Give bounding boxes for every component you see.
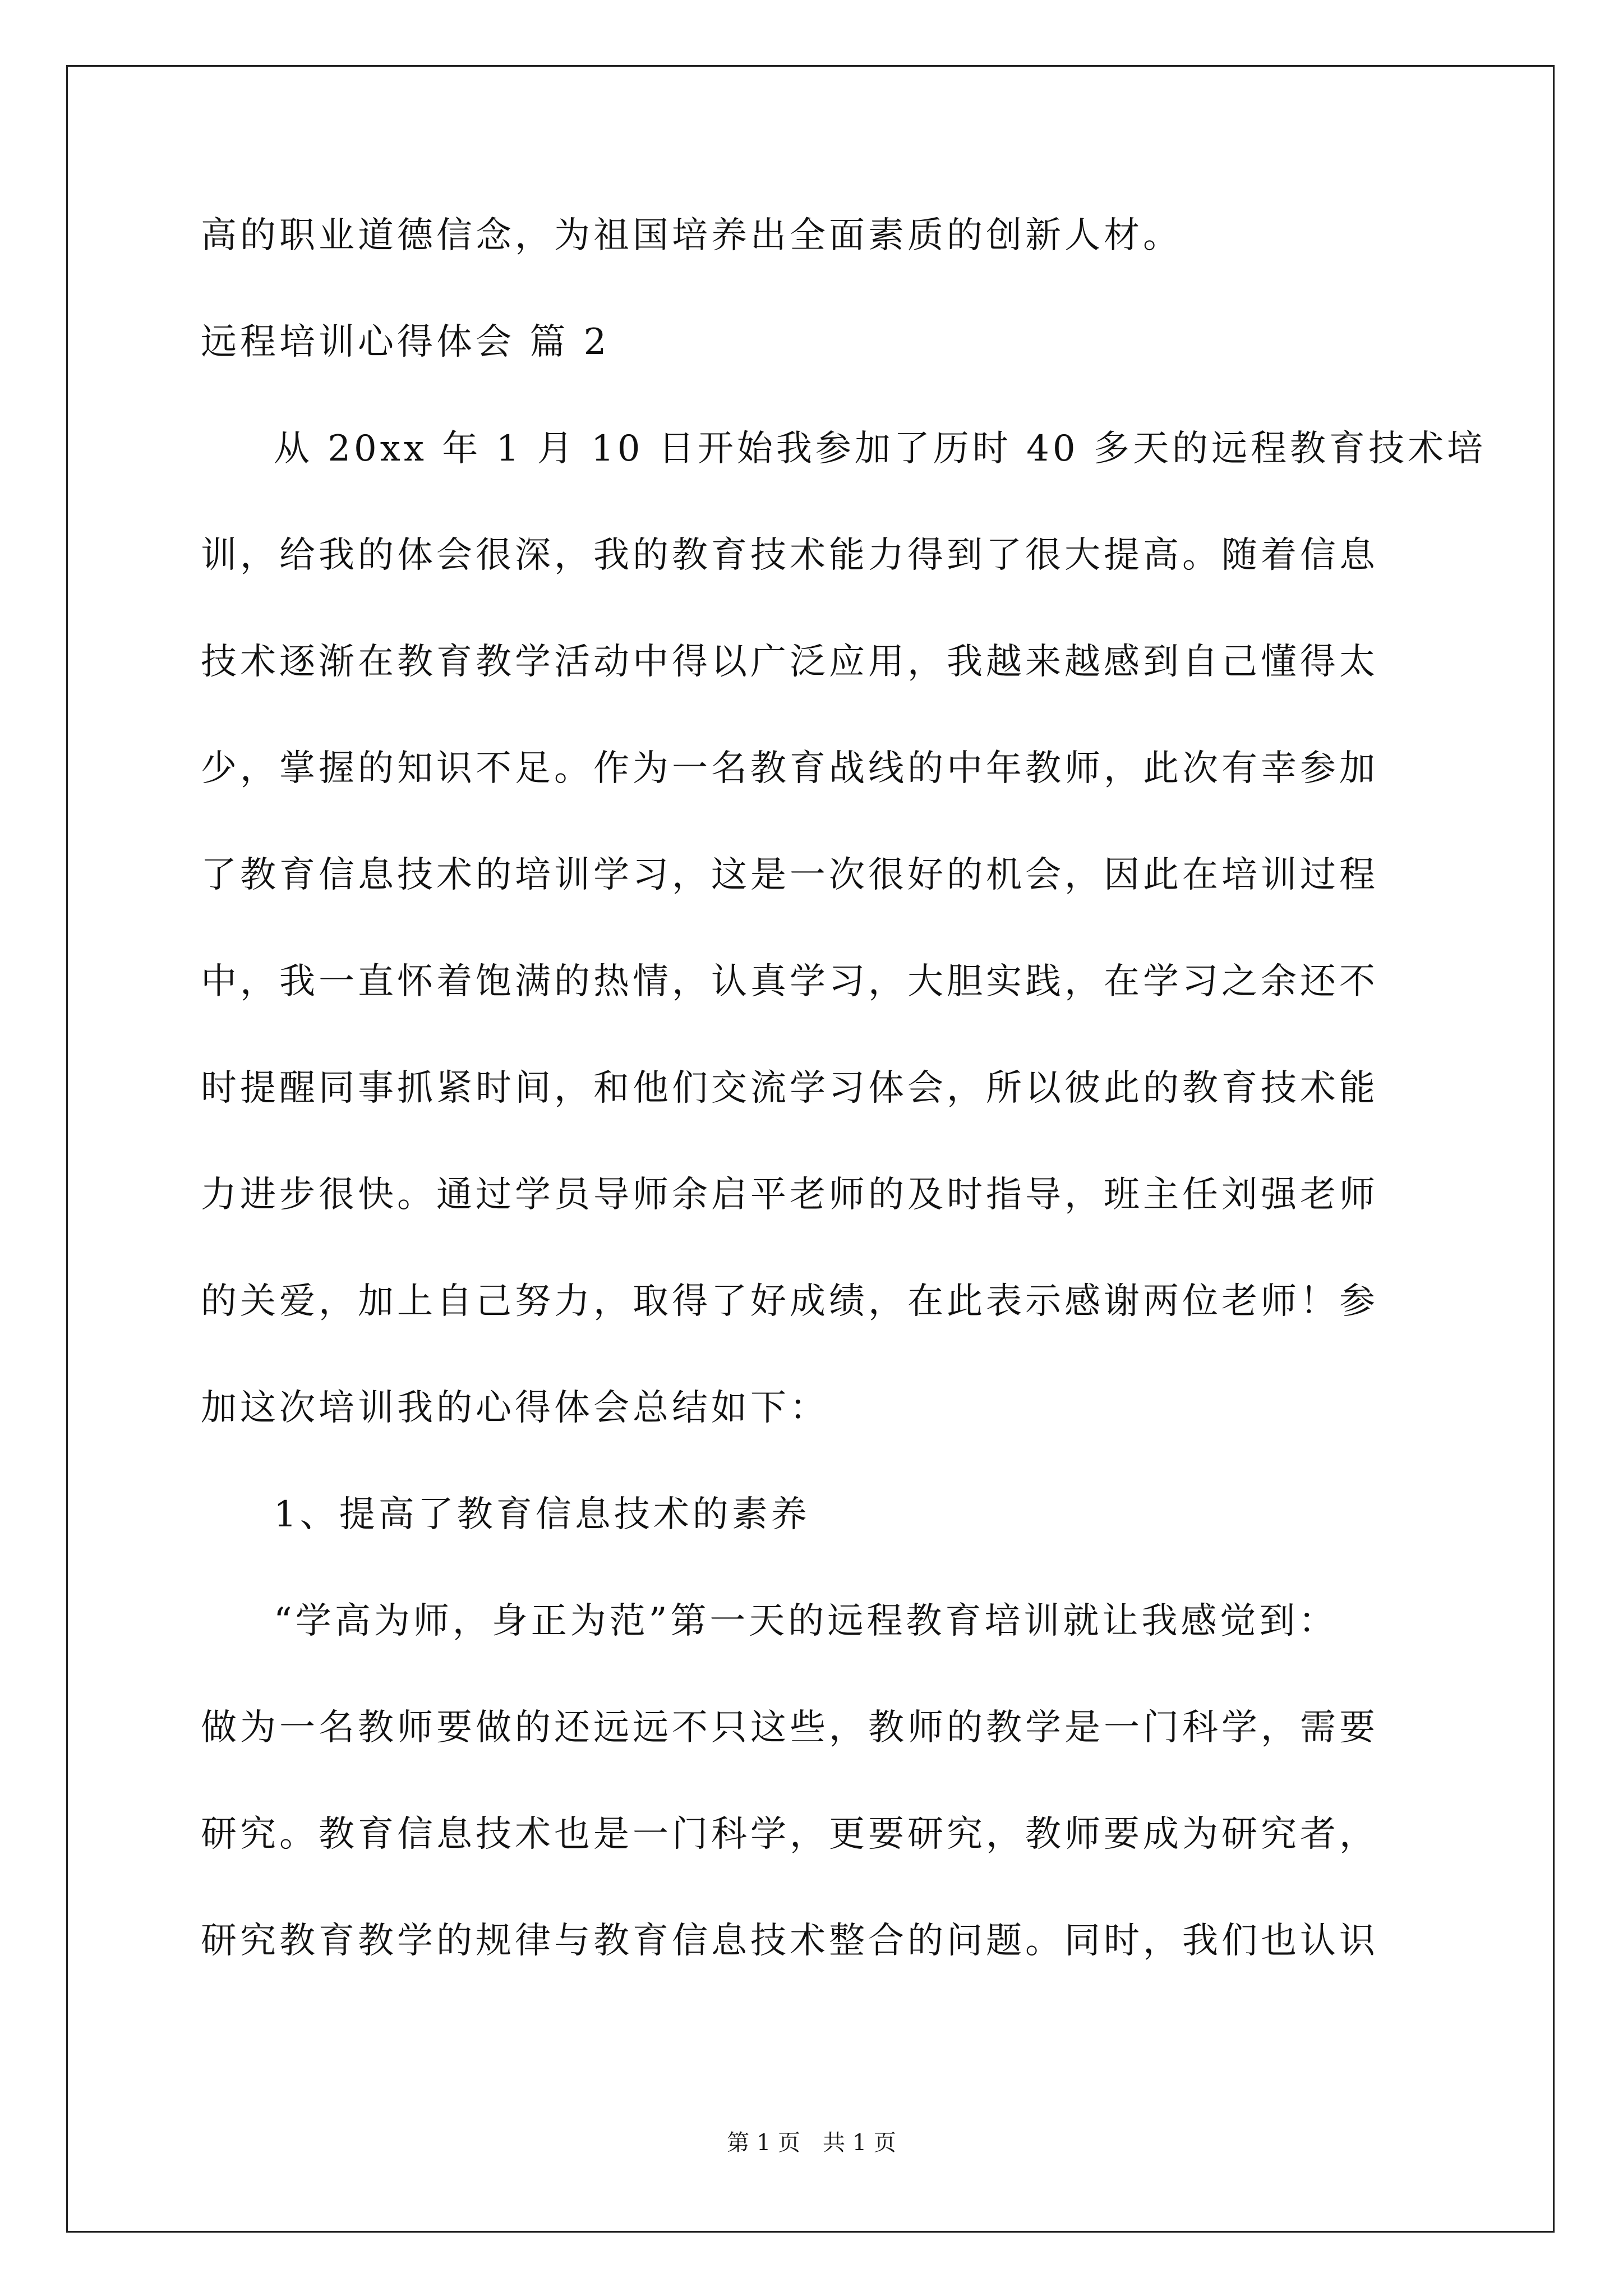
- page-number-footer: 第 1 页 共 1 页: [727, 2130, 896, 2156]
- paragraph-line: 做为一名教师要做的还远远不只这些，教师的教学是一门科学，需要: [201, 1707, 1378, 1749]
- paragraph-line: 了教育信息技术的培训学习，这是一次很好的机会，因此在培训过程: [201, 854, 1378, 896]
- paragraph-line: 技术逐渐在教育教学活动中得以广泛应用，我越来越感到自己懂得太: [201, 641, 1378, 683]
- paragraph-line: 加这次培训我的心得体会总结如下：: [201, 1387, 829, 1429]
- section-heading: 远程培训心得体会 篇 2: [201, 321, 610, 363]
- paragraph-line: 从 20xx 年 1 月 10 日开始我参加了历时 40 多天的远程教育技术培: [274, 428, 1486, 470]
- paragraph-line: 研究。教育信息技术也是一门科学，更要研究，教师要成为研究者，: [201, 1814, 1378, 1855]
- subheading-line: 1、提高了教育信息技术的素养: [274, 1494, 810, 1535]
- paragraph-line: 的关爱，加上自己努力，取得了好成绩，在此表示感谢两位老师！参: [201, 1281, 1378, 1322]
- paragraph-line: 研究教育教学的规律与教育信息技术整合的问题。同时，我们也认识: [201, 1920, 1378, 1962]
- paragraph-line: 时提醒同事抓紧时间，和他们交流学习体会，所以彼此的教育技术能: [201, 1068, 1378, 1109]
- paragraph-line: 中，我一直怀着饱满的热情，认真学习，大胆实践，在学习之余还不: [201, 961, 1378, 1002]
- paragraph-line: 少，掌握的知识不足。作为一名教育战线的中年教师，此次有幸参加: [201, 748, 1378, 789]
- paragraph-line: “学高为师，身正为范”第一天的远程教育培训就让我感觉到：: [274, 1600, 1338, 1642]
- page-border: [66, 65, 1555, 2233]
- paragraph-line: 力进步很快。通过学员导师余启平老师的及时指导，班主任刘强老师: [201, 1174, 1378, 1216]
- paragraph-line: 高的职业道德信念，为祖国培养出全面素质的创新人材。: [201, 215, 1182, 256]
- paragraph-line: 训，给我的体会很深，我的教育技术能力得到了很大提高。随着信息: [201, 535, 1378, 576]
